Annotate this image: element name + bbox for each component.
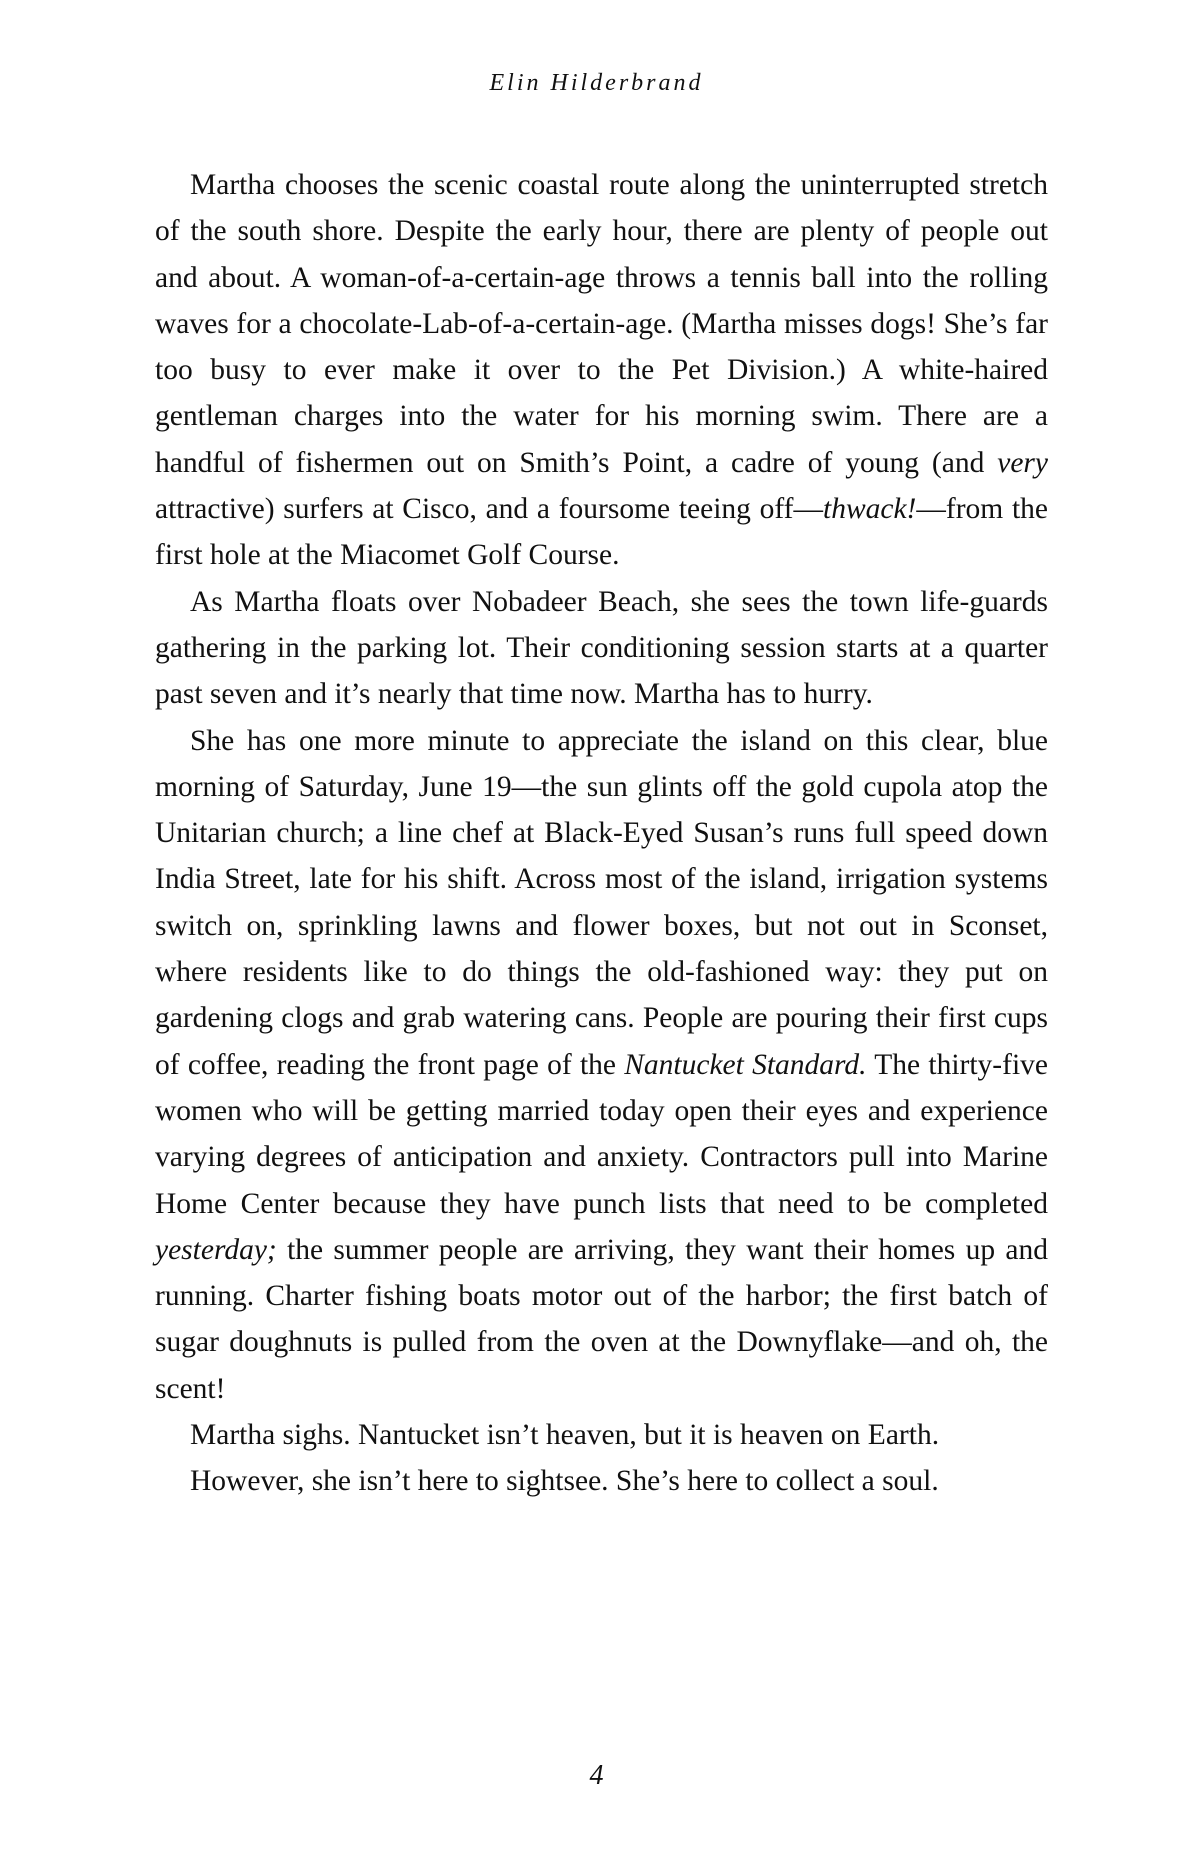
text-run-italic: very	[997, 446, 1048, 479]
paragraph	[155, 718, 1048, 1412]
text-run: —from the first hole at the Miacomet Golf Course.	[155, 493, 1048, 572]
body-text	[155, 162, 1048, 1505]
text-run-italic: yesterday;	[155, 1233, 277, 1266]
paragraph	[155, 579, 1048, 718]
paragraph	[155, 1458, 1048, 1504]
text-run: Martha sighs. Nantucket isn’t heaven, but it is heaven on Earth.	[190, 1419, 940, 1452]
text-run: She has one more minute to appreciate the island on this clear, blue morning of Saturday, June 19—the sun glints off the gold cupola atop the Unitarian church; a line chef at Black-Eyed Susan’s runs full speed down India Street, late for his shift. Across most of the island, irrigation systems switch on, sprinkling lawns and flower boxes, but not out in Sconset, where residents like to do things the old-fashioned way: they put on gardening clogs and grab watering cans. People are pouring their first cups of coffee, reading the front page of the	[155, 724, 1048, 1081]
text-run: Martha chooses the scenic coastal route along the uninterrupted stretch of the south shore. Despite the early hour, there are plenty of people out and about. A woman-of-a-certain-age throws a tennis ball into the rolling waves for a chocolate-Lab-of-a-certain-age. (Martha misses dogs! She’s far too busy to ever make it over to the Pet Division.) A white-haired gentleman charges into the water for his morning swim. There are a handful of fishermen out on Smith’s Point, a cadre of young (and	[155, 169, 1048, 479]
text-run: As Martha floats over Nobadeer Beach, she sees the town life-guards gathering in the parking lot. Their conditioning session starts at a quarter past seven and it’s nearly that time now. Martha has to hurry.	[155, 585, 1048, 711]
text-run: attractive) surfers at Cisco, and a foursome teeing off—	[155, 493, 823, 526]
text-run-italic: Nantucket Standard.	[624, 1048, 867, 1081]
page-number: 4	[589, 1760, 604, 1791]
text-run-italic: thwack!	[823, 493, 917, 526]
paragraph	[155, 1412, 1048, 1458]
paragraph	[155, 162, 1048, 579]
text-run: The thirty-five women who will be getting married today open their eyes and experience varying degrees of anticipation and anxiety. Contractors pull into Marine Home Center because they have punch lists that need to be completed	[155, 1048, 1048, 1220]
text-run: the summer people are arriving, they want their homes up and running. Charter fishing boats motor out of the harbor; the first batch of sugar doughnuts is pulled from the oven at the Downyflake—and oh, the scent!	[155, 1233, 1048, 1405]
text-run: However, she isn’t here to sightsee. She’s here to collect a soul.	[190, 1465, 939, 1498]
running-head: Elin Hilderbrand	[489, 70, 704, 96]
